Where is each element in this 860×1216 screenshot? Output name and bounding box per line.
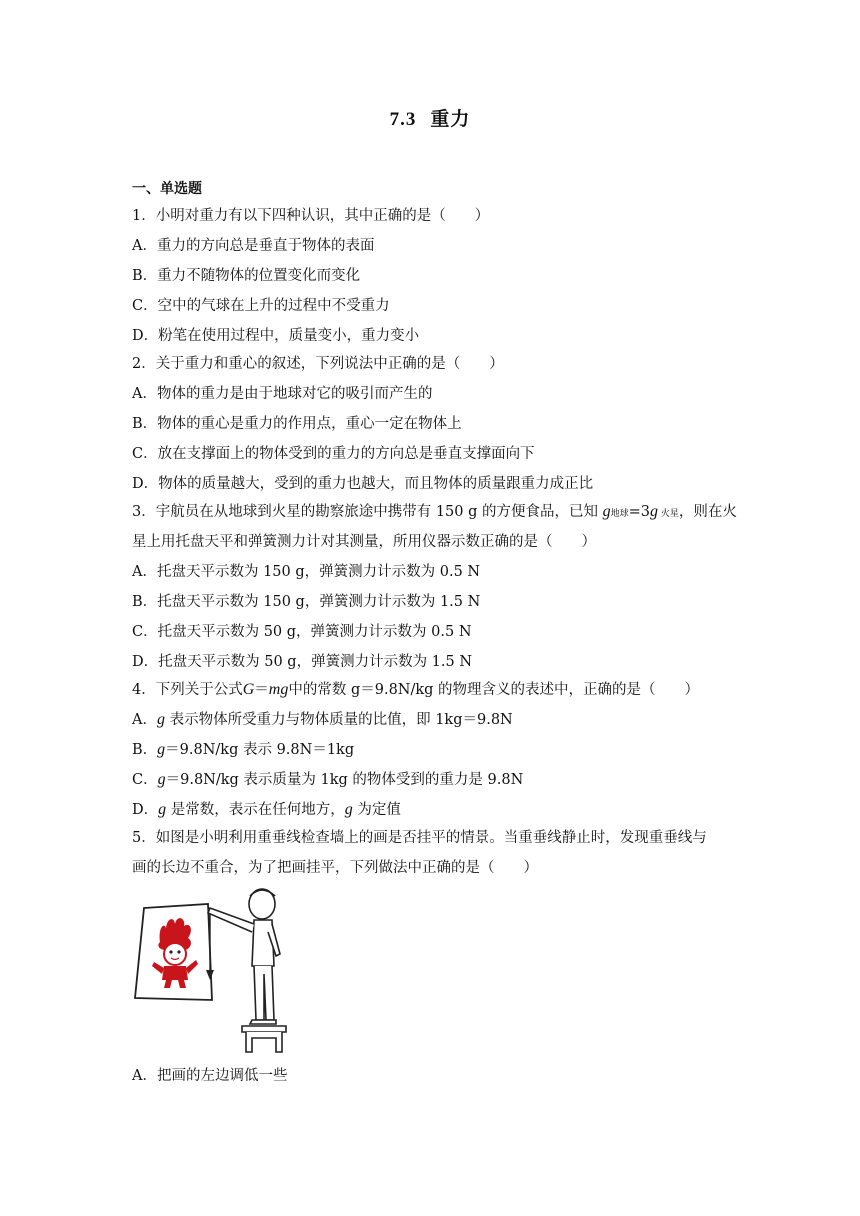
- q3-option-d: D．托盘天平示数为 50 g，弹簧测力计示数为 1.5 N: [132, 654, 473, 670]
- q4-stem-part-a: 4．下列关于公式: [132, 682, 243, 698]
- q1-option-a: A．重力的方向总是垂直于物体的表面: [132, 238, 375, 254]
- q3-g-earth: g: [602, 503, 611, 520]
- q4-b-text: ＝9.8N/kg 表示 9.8N＝1kg: [165, 742, 355, 758]
- q5-stem-line2: 画的长边不重合，为了把画挂平，下列做法中正确的是（ ）: [132, 860, 538, 876]
- q4-d-text-b: 为定值: [352, 802, 401, 818]
- page-title: [0, 104, 860, 131]
- q1-option-c: C．空中的气球在上升的过程中不受重力: [132, 298, 390, 314]
- q4-option-a: [132, 710, 513, 730]
- q4-a-text: 表示物体所受重力与物体质量的比值，即 1kg＝9.8N: [164, 712, 513, 728]
- q3-sub-earth: 地球: [610, 509, 629, 519]
- q5-stem-line1: 5．如图是小明利用重垂线检查墙上的画是否挂平的情景。当重垂线静止时，发现重垂线与: [132, 830, 707, 846]
- q4-option-d: [132, 800, 401, 820]
- q4-formula-g: G: [242, 681, 255, 698]
- q1-option-d: D．粉笔在使用过程中，质量变小，重力变小: [132, 328, 420, 344]
- q4-formula-eq: ＝: [254, 682, 269, 698]
- q3-stem-part-a: 3．宇航员在从地球到火星的勘察旅途中携带有 150 g 的方便食品，已知: [132, 504, 603, 520]
- q4-option-c: [132, 770, 523, 790]
- q3-option-b: B．托盘天平示数为 150 g，弹簧测力计示数为 1.5 N: [132, 594, 481, 610]
- q1-stem: 1．小明对重力有以下四种认识，其中正确的是（ ）: [132, 208, 490, 224]
- q1-option-b: B．重力不随物体的位置变化而变化: [132, 268, 361, 284]
- q4-label-d: D．: [132, 802, 159, 818]
- q4-stem-part-b: 中的常数 g＝9.8N/kg 的物理含义的表述中，正确的是（ ）: [288, 682, 700, 698]
- q3-sub-mars: 火星: [658, 509, 679, 519]
- q3-stem-part-b: ，则在火: [678, 504, 737, 520]
- q4-formula-mg: mg: [268, 681, 289, 698]
- q4-d-text-a: 是常数，表示在任何地方，: [166, 802, 345, 818]
- person-figure: [208, 889, 286, 1052]
- q2-stem: 2．关于重力和重心的叙述，下列说法中正确的是（ ）: [132, 356, 504, 372]
- q4-label-a: A．: [132, 712, 157, 728]
- q4-a-g: g: [156, 711, 165, 728]
- q4-b-g: g: [157, 741, 166, 758]
- q4-option-b: [132, 740, 354, 760]
- q4-label-c: C．: [132, 772, 158, 788]
- q4-d-g: g: [158, 801, 167, 818]
- title-text: 重力: [430, 108, 471, 130]
- q3-stem-line1: [132, 502, 737, 524]
- plumb-line-illustration: [130, 884, 300, 1056]
- q2-option-b: B．物体的重心是重力的作用点，重心一定在物体上: [132, 416, 462, 432]
- q4-label-b: B．: [132, 742, 158, 758]
- q3-option-c: C．托盘天平示数为 50 g，弹簧测力计示数为 0.5 N: [132, 624, 472, 640]
- title-number: 7.3: [389, 109, 417, 130]
- q4-stem: [132, 680, 699, 700]
- q3-equals: =3: [628, 504, 651, 520]
- q5-option-a: A．把画的左边调低一些: [132, 1068, 288, 1084]
- q3-option-a: A．托盘天平示数为 150 g，弹簧测力计示数为 0.5 N: [132, 564, 481, 580]
- section-heading: 一、单选题: [132, 181, 202, 197]
- q4-c-g: g: [157, 771, 166, 788]
- q4-d-g2: g: [344, 801, 353, 818]
- q4-c-text: ＝9.8N/kg 表示质量为 1kg 的物体受到的重力是 9.8N: [165, 772, 524, 788]
- q2-option-d: D．物体的质量越大，受到的重力也越大，而且物体的质量跟重力成正比: [132, 476, 594, 492]
- q2-option-a: A．物体的重力是由于地球对它的吸引而产生的: [132, 386, 433, 402]
- q3-g-mars: g: [650, 503, 659, 520]
- q3-stem-line2: 星上用托盘天平和弹簧测力计对其测量，所用仪器示数正确的是（ ）: [132, 534, 596, 550]
- q2-option-c: C．放在支撑面上的物体受到的重力的方向总是垂直支撑面向下: [132, 446, 535, 462]
